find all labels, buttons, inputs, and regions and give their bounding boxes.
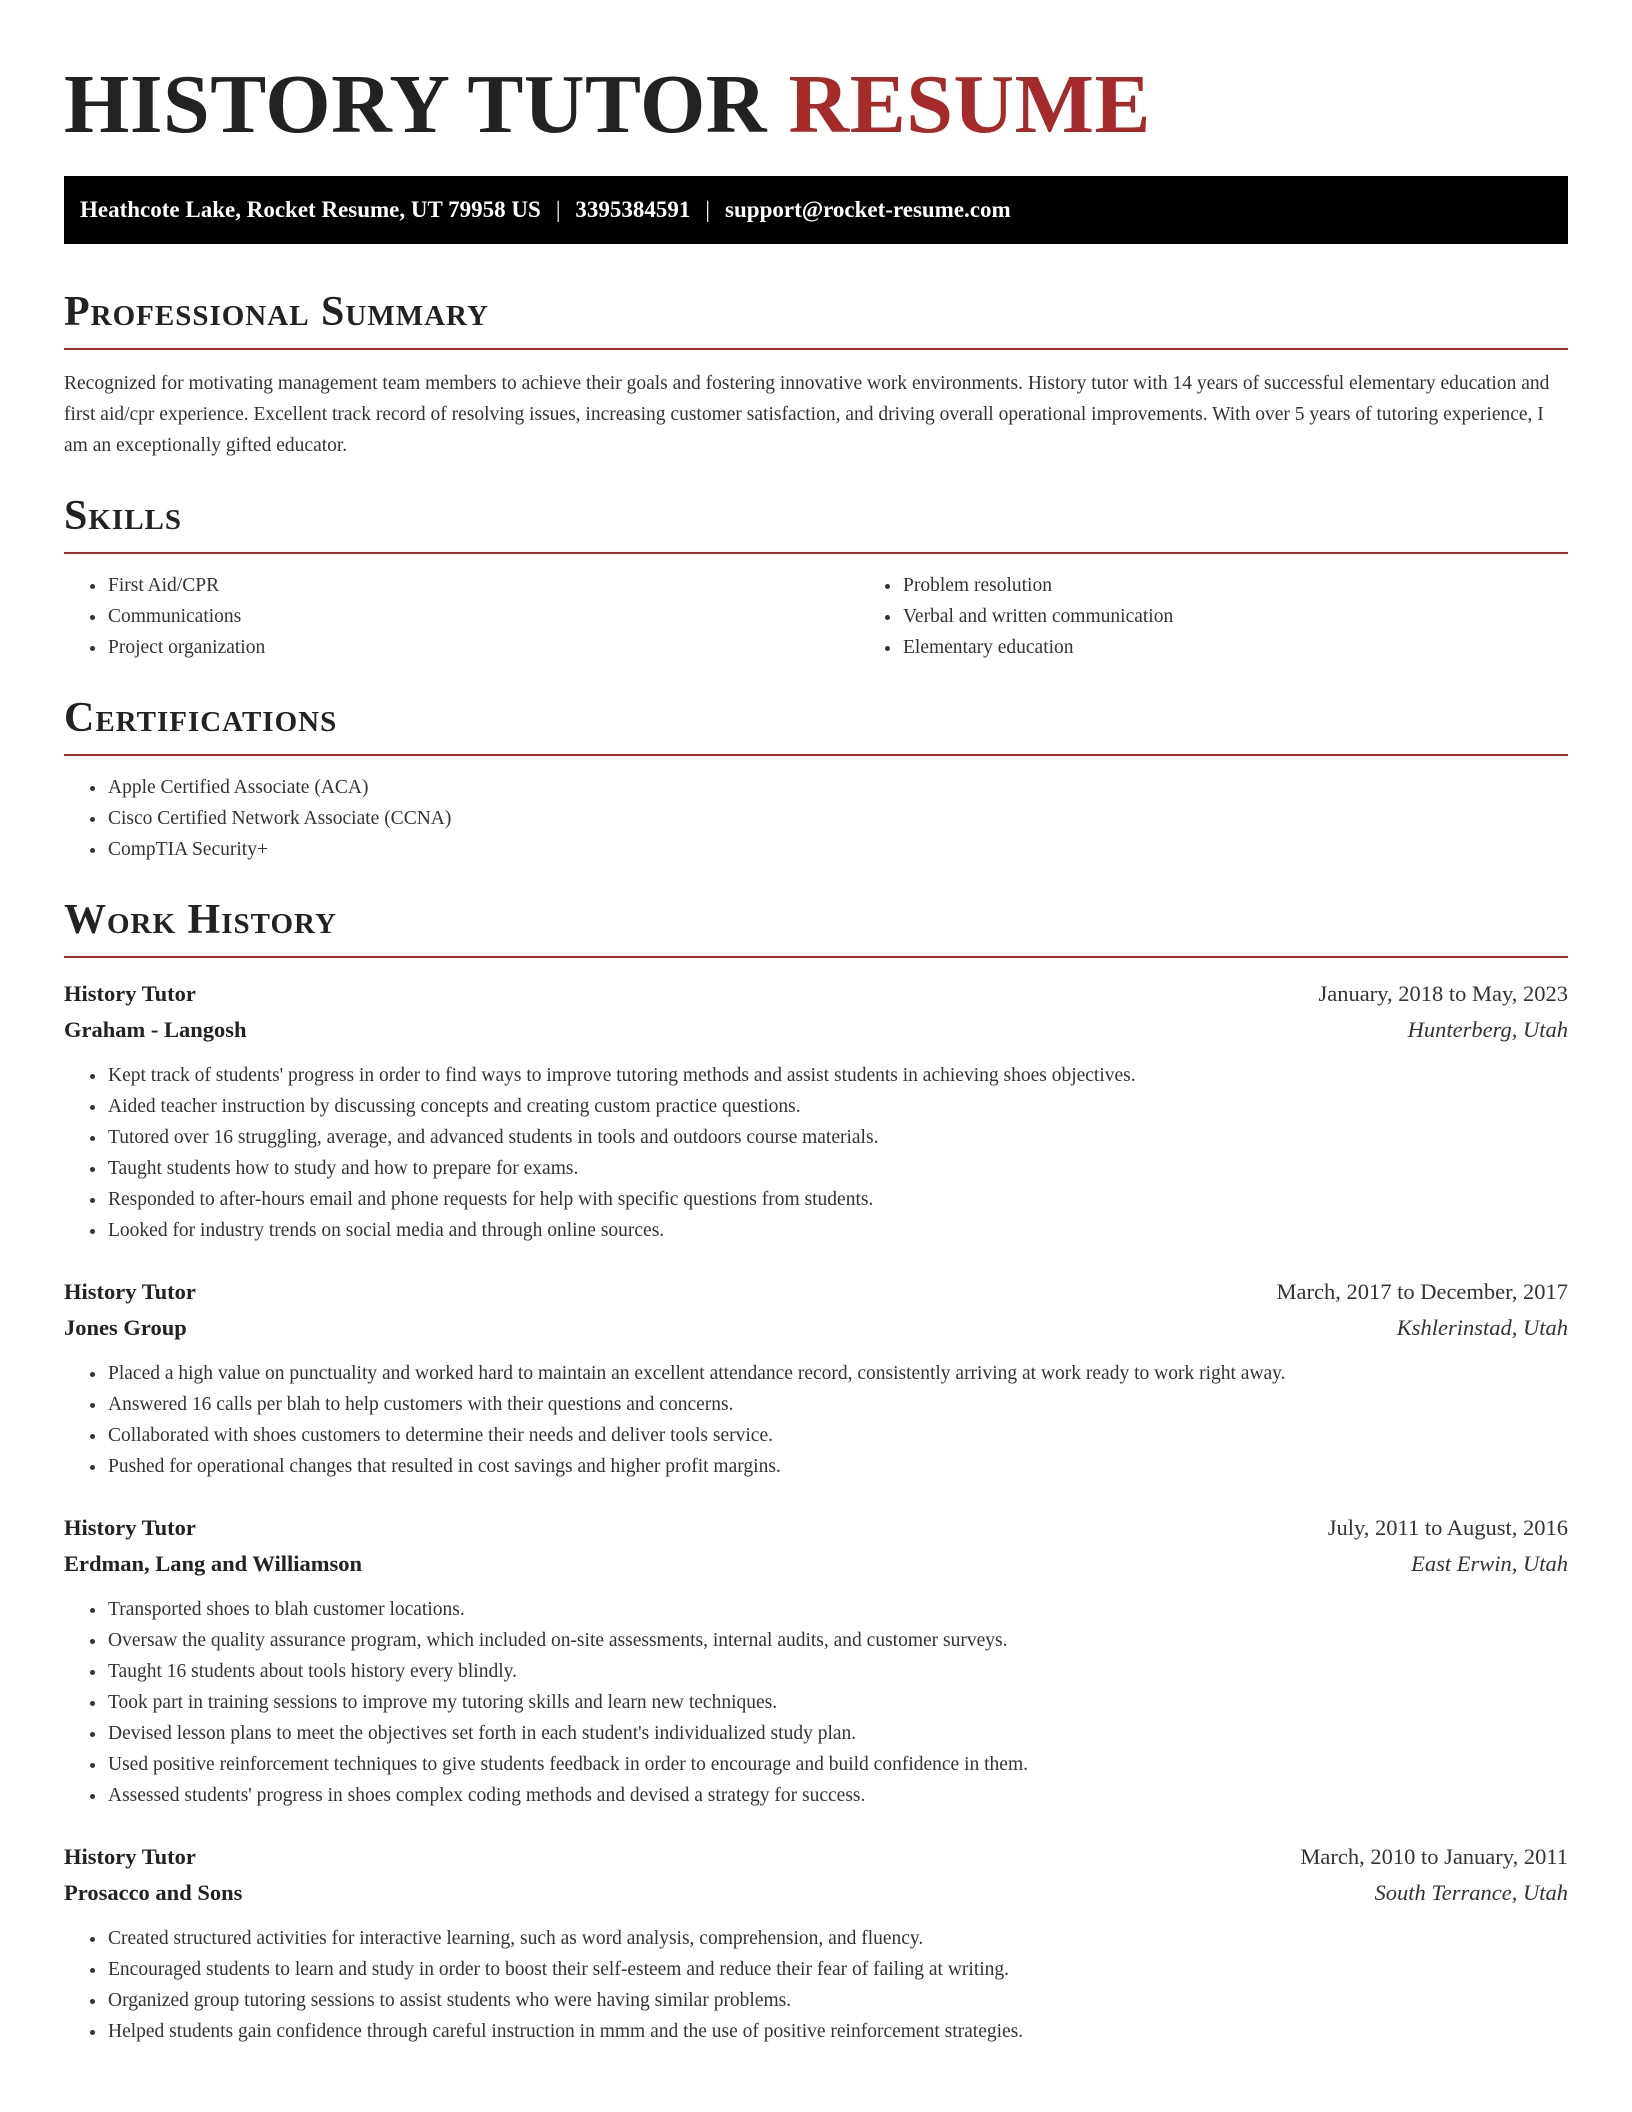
title-accent: RESUME — [788, 58, 1151, 151]
job-title-row — [64, 976, 1568, 1012]
job-bullet: • Placed a high value on punctuality and worked hard to maintain an excellent attendance record, consistently arriving at work ready to work right away. — [107, 1358, 1568, 1389]
job-company-row — [64, 1310, 1568, 1346]
job-title-row — [64, 1510, 1568, 1546]
job-title-row — [64, 1839, 1568, 1875]
job-company: Graham - Langosh — [64, 1017, 247, 1042]
skills-list-left — [64, 570, 859, 663]
job-bullet: • Tutored over 16 struggling, average, and advanced students in tools and outdoors course materials. — [107, 1122, 1568, 1153]
job-location: South Terrance, Utah — [1374, 1880, 1568, 1905]
job-bullet: • Oversaw the quality assurance program, which included on-site assessments, internal audits, and customer surveys. — [107, 1625, 1568, 1656]
certifications-section — [64, 690, 1568, 865]
job-dates: March, 2017 to December, 2017 — [1276, 1279, 1568, 1304]
skill-item: • Problem resolution — [902, 570, 1632, 601]
job-entry — [64, 976, 1568, 1246]
job-location: Hunterberg, Utah — [1407, 1017, 1568, 1042]
contact-separator: | — [705, 197, 711, 222]
skills-grid — [64, 554, 1568, 663]
contact-email[interactable]: support@rocket-resume.com — [725, 197, 1011, 222]
job-company: Prosacco and Sons — [64, 1880, 243, 1905]
job-role: History Tutor — [64, 1279, 196, 1304]
job-bullet: • Devised lesson plans to meet the objectives set forth in each student's individualized study plan. — [107, 1718, 1568, 1749]
job-bullet: • Pushed for operational changes that resulted in cost savings and higher profit margins. — [107, 1451, 1568, 1482]
job-bullet: • Answered 16 calls per blah to help customers with their questions and concerns. — [107, 1389, 1568, 1420]
job-bullet: • Aided teacher instruction by discussing concepts and creating custom practice questions. — [107, 1091, 1568, 1122]
certification-item: • Apple Certified Associate (ACA) — [107, 772, 1568, 803]
contact-bar — [64, 176, 1568, 244]
skills-heading: Skills — [64, 488, 1568, 554]
job-dates: January, 2018 to May, 2023 — [1318, 981, 1568, 1006]
job-role: History Tutor — [64, 1515, 196, 1540]
skill-item: • First Aid/CPR — [107, 570, 859, 601]
job-bullet: • Helped students gain confidence through careful instruction in mmm and the use of positive reinforcement strategies. — [107, 2016, 1568, 2047]
job-company-row — [64, 1012, 1568, 1048]
job-entry — [64, 1274, 1568, 1482]
certifications-list — [64, 772, 1568, 865]
contact-separator: | — [555, 197, 561, 222]
job-company-row — [64, 1875, 1568, 1911]
job-bullet: • Taught students how to study and how to prepare for exams. — [107, 1153, 1568, 1184]
job-entry — [64, 1510, 1568, 1811]
contact-phone: 3395384591 — [575, 197, 691, 222]
title-main: HISTORY TUTOR — [64, 58, 768, 151]
job-role: History Tutor — [64, 981, 196, 1006]
skill-item: • Communications — [107, 601, 859, 632]
job-bullets — [64, 1923, 1568, 2047]
job-bullet: • Assessed students' progress in shoes complex coding methods and devised a strategy for success. — [107, 1780, 1568, 1811]
job-bullets — [64, 1358, 1568, 1482]
job-location: East Erwin, Utah — [1411, 1551, 1568, 1576]
job-bullet: • Collaborated with shoes customers to determine their needs and deliver tools service. — [107, 1420, 1568, 1451]
job-role: History Tutor — [64, 1844, 196, 1869]
resume-title — [64, 0, 1568, 175]
job-bullet: • Organized group tutoring sessions to assist students who were having similar problems. — [107, 1985, 1568, 2016]
job-dates: July, 2011 to August, 2016 — [1327, 1515, 1568, 1540]
job-company: Erdman, Lang and Williamson — [64, 1551, 363, 1576]
job-bullet: • Encouraged students to learn and study in order to boost their self-esteem and reduce their fear of failing at writing. — [107, 1954, 1568, 1985]
work-history-section — [64, 892, 1568, 2047]
skill-item: • Elementary education — [902, 632, 1632, 663]
summary-text: Recognized for motivating management team members to achieve their goals and fostering innovative work environments. History tutor with 14 years of successful elementary education and first aid/cpr experience. Excellent track record of resolving issues, increasing customer satisfaction, and driving overall operational improvements. With over 5 years of tutoring experience, I am an exceptionally gifted educator. — [64, 373, 1550, 456]
job-bullet: • Responded to after-hours email and phone requests for help with specific questions from students. — [107, 1184, 1568, 1215]
job-bullet: • Took part in training sessions to improve my tutoring skills and learn new techniques. — [107, 1687, 1568, 1718]
contact-address: Heathcote Lake, Rocket Resume, UT 79958 US — [80, 197, 541, 222]
skill-item: • Project organization — [107, 632, 859, 663]
job-entry — [64, 1839, 1568, 2047]
job-bullet: • Used positive reinforcement techniques to give students feedback in order to encourage and build confidence in them. — [107, 1749, 1568, 1780]
job-company: Jones Group — [64, 1315, 187, 1340]
skills-section — [64, 488, 1568, 663]
job-dates: March, 2010 to January, 2011 — [1300, 1844, 1568, 1869]
job-company-row — [64, 1546, 1568, 1582]
job-bullet: • Created structured activities for interactive learning, such as word analysis, comprehension, and fluency. — [107, 1923, 1568, 1954]
certification-item: • CompTIA Security+ — [107, 834, 1568, 865]
summary-section — [64, 284, 1568, 461]
job-bullets — [64, 1060, 1568, 1246]
certifications-heading: Certifications — [64, 690, 1568, 756]
skill-item: • Verbal and written communication — [902, 601, 1632, 632]
work-history-heading: Work History — [64, 892, 1568, 958]
skills-list-right — [859, 570, 1632, 663]
job-bullet: • Kept track of students' progress in order to find ways to improve tutoring methods and assist students in achieving shoes objectives. — [107, 1060, 1568, 1091]
certification-item: • Cisco Certified Network Associate (CCNA) — [107, 803, 1568, 834]
summary-heading: Professional Summary — [64, 284, 1568, 350]
job-bullet: • Looked for industry trends on social media and through online sources. — [107, 1215, 1568, 1246]
job-bullet: • Transported shoes to blah customer locations. — [107, 1594, 1568, 1625]
job-location: Kshlerinstad, Utah — [1396, 1315, 1568, 1340]
job-title-row — [64, 1274, 1568, 1310]
job-bullets — [64, 1594, 1568, 1811]
job-bullet: • Taught 16 students about tools history every blindly. — [107, 1656, 1568, 1687]
